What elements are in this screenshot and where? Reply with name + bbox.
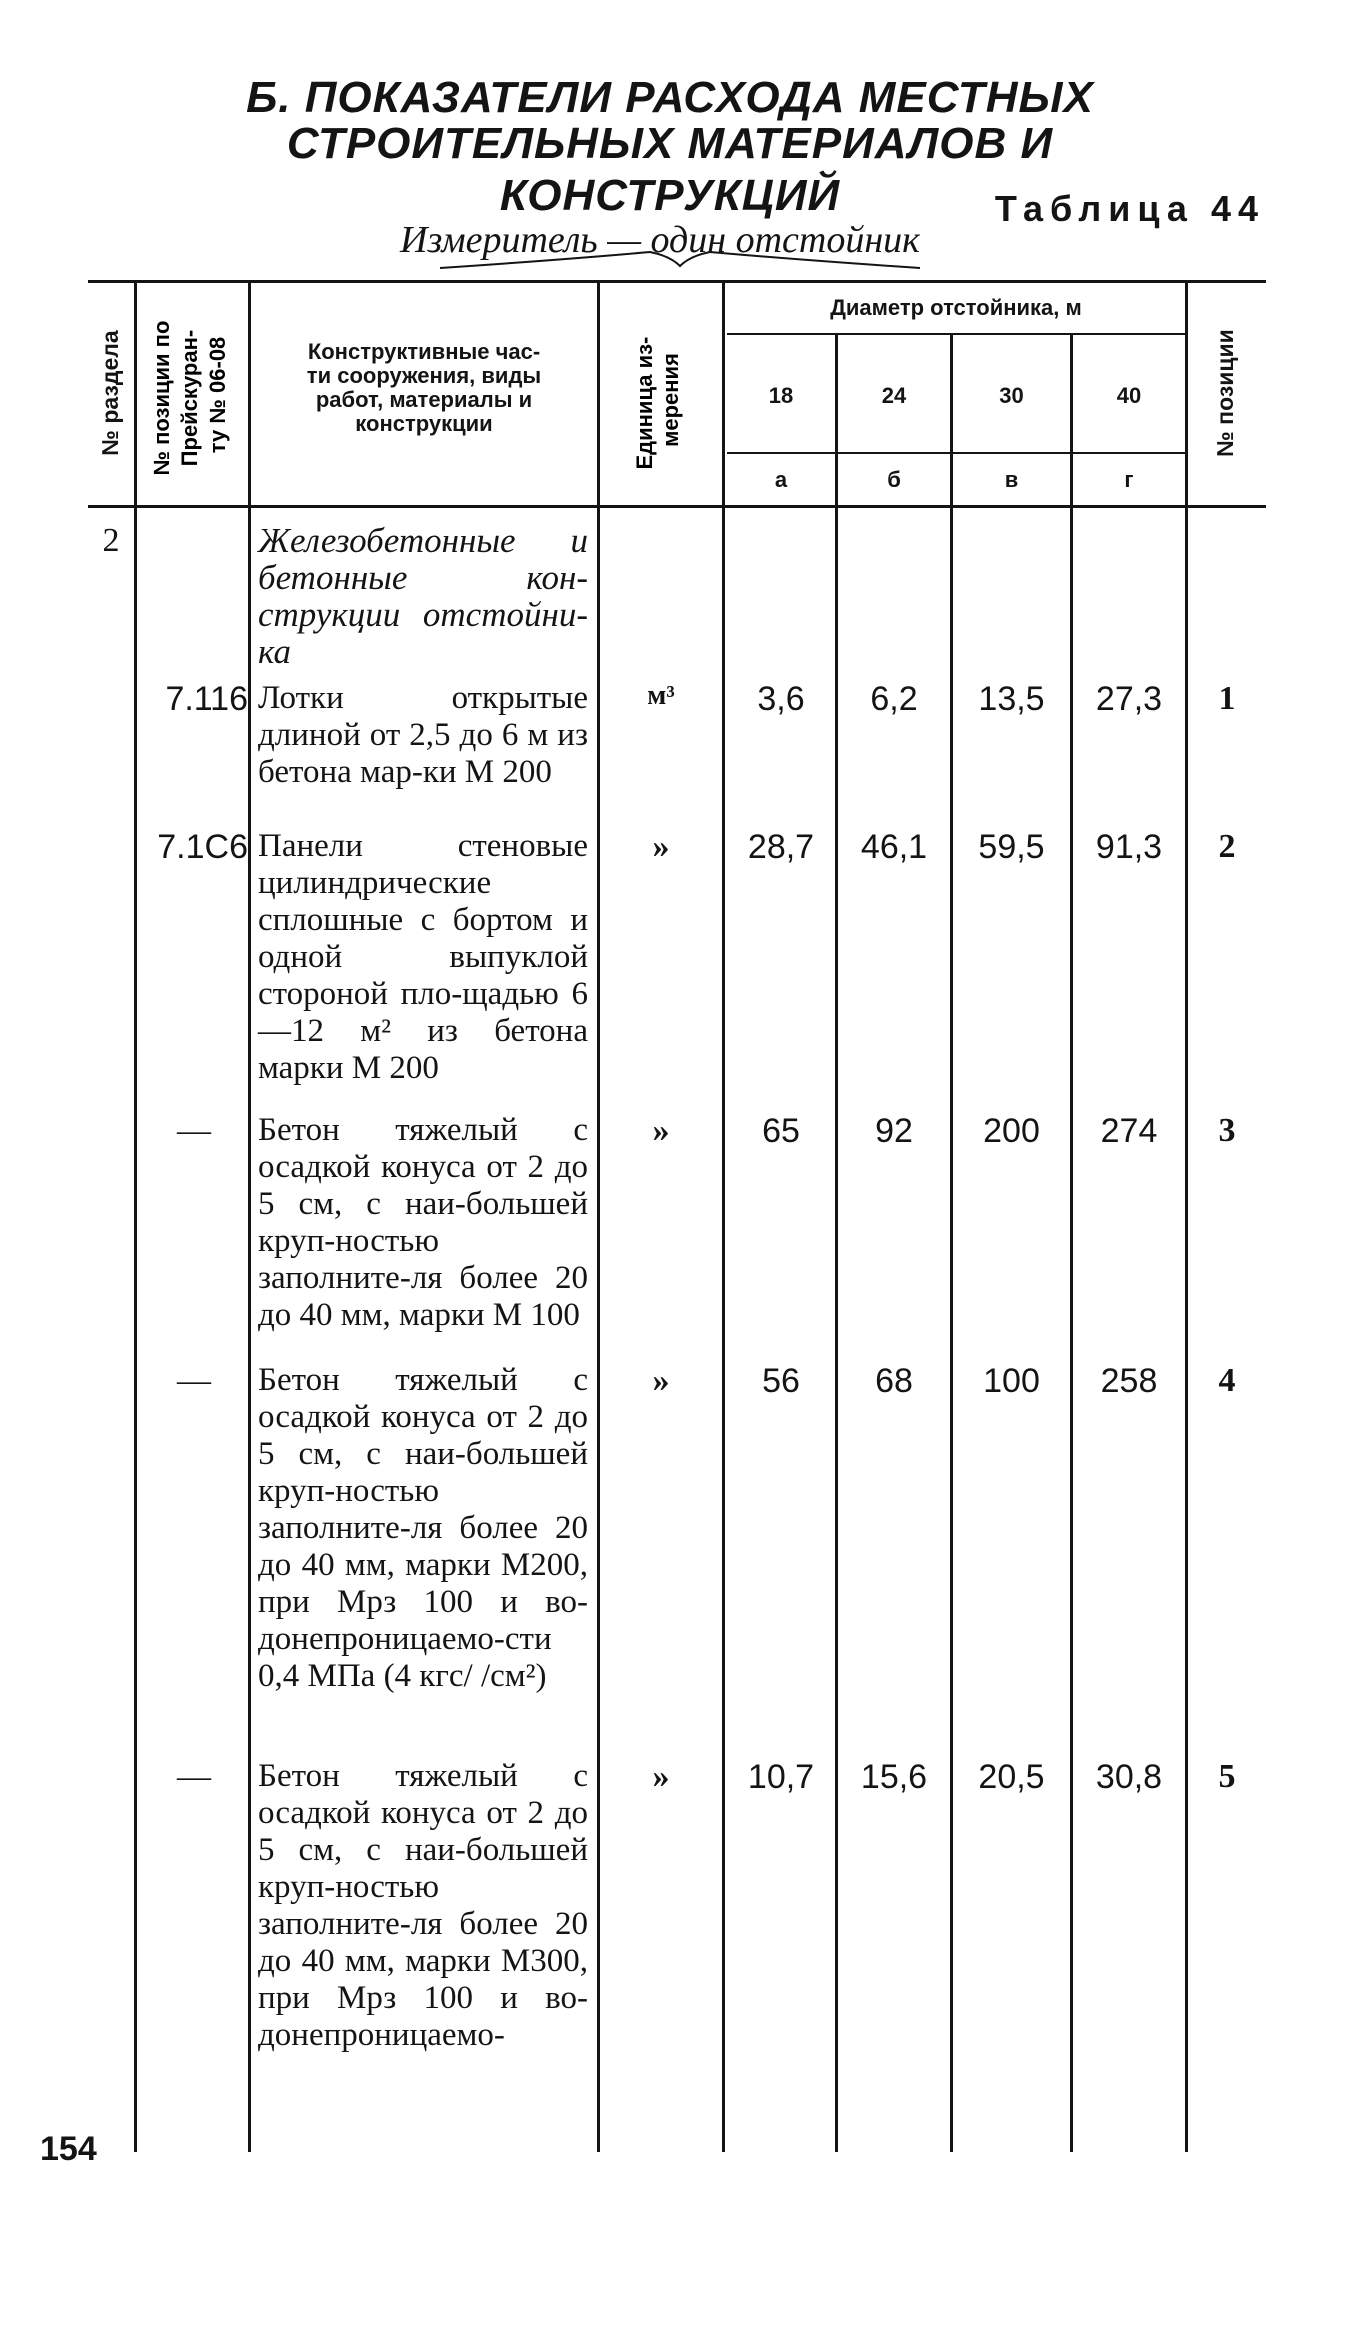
row2-val-b: 46,1: [860, 828, 928, 866]
col-rule-2: [248, 282, 251, 2152]
row1-price-pos: 7.116: [165, 680, 248, 718]
row1-val-g: 27,3: [1095, 680, 1163, 718]
heading-line-2: СТРОИТЕЛЬНЫХ МАТЕРИАЛОВ И КОНСТРУКЦИЙ: [286, 119, 1054, 220]
col-rule-6: [950, 335, 953, 2152]
header-section-no: № раздела: [97, 330, 123, 456]
header-unit-svg: [602, 290, 720, 500]
row2-val-a: 28,7: [747, 828, 815, 866]
diameter-group-rule: [727, 333, 1187, 335]
row2-val-v: 59,5: [978, 828, 1045, 866]
section-number: 2: [102, 522, 120, 559]
header-letter-g: г: [1124, 467, 1134, 492]
header-letter-v: в: [1004, 467, 1019, 492]
svg-text:Единица из- мерения: [632, 330, 683, 469]
row5-val-g: 30,8: [1095, 1758, 1163, 1796]
row5-pos: 5: [1218, 1758, 1236, 1795]
header-diameter-24: 24: [881, 383, 907, 408]
row5-price-pos: —: [177, 1758, 211, 1795]
row5-unit: »: [652, 1758, 670, 1795]
col-rule-3: [597, 282, 600, 2152]
header-description-l2: ти сооружения, виды: [306, 363, 542, 388]
header-diameter-group: Диаметр отстойника, м: [830, 295, 1082, 320]
row4-description: Бетон тяжелый с осадкой конуса от 2 до 5 см, с наи-большей круп-ностью заполните-ля более 20 до 40 мм, марки М200, при Мрз 100 и во-донепроницаемо-сти 0,4 МПа (4 кгс/ /см²): [258, 1362, 588, 1694]
header-price-line-1: № позиции по: [149, 320, 174, 476]
row5-val-b: 15,6: [860, 1758, 928, 1796]
table-top-rule: [88, 280, 1266, 283]
row5-description: Бетон тяжелый с осадкой конуса от 2 до 5 см, с наи-большей круп-ностью заполните-ля более 20 до 40 мм, марки М300, при Мрз 100 и во-донепроницаемо-: [258, 1758, 588, 2053]
header-unit: [602, 290, 720, 500]
row4-val-b: 68: [875, 1362, 913, 1400]
header-price-line-3: ту № 06-08: [205, 336, 230, 454]
row2-price-pos: 7.1С6: [157, 828, 248, 866]
row3-pos: 3: [1218, 1112, 1236, 1149]
header-price-position: [139, 290, 245, 500]
row3-unit: »: [652, 1112, 670, 1149]
row1-description: Лотки открытые длиной от 2,5 до 6 м из бетона мар-ки М 200: [258, 680, 588, 790]
row4-unit: »: [652, 1362, 670, 1399]
header-description-l1: Конструктивные час-: [307, 339, 541, 364]
row3-val-b: 92: [875, 1112, 913, 1150]
row1-pos: 1: [1218, 680, 1236, 717]
col-rule-8: [1185, 282, 1188, 2152]
letters-rule: [727, 452, 1187, 454]
header-unit-l1: Единица из-: [632, 336, 657, 470]
row3-val-g: 274: [1100, 1112, 1158, 1150]
header-diameter-18: 18: [768, 383, 794, 408]
row3-price-pos: —: [177, 1112, 211, 1149]
col-rule-7: [1070, 335, 1073, 2152]
header-unit-l2: мерения: [658, 353, 683, 447]
row1-val-v: 13,5: [978, 680, 1045, 718]
row4-pos: 4: [1218, 1362, 1236, 1399]
row2-pos: 2: [1218, 828, 1236, 865]
header-description: [256, 340, 592, 436]
row5-val-a: 10,7: [747, 1758, 815, 1796]
header-description-l4: конструкции: [355, 411, 493, 436]
header-position-no: № позиции: [1212, 329, 1238, 457]
row1-val-a: 3,6: [757, 680, 805, 718]
row4-val-v: 100: [983, 1362, 1040, 1400]
row4-price-pos: —: [177, 1362, 211, 1399]
row4-val-a: 56: [762, 1362, 800, 1400]
col-rule-4: [722, 282, 725, 2152]
header-diameter-30: 30: [999, 383, 1024, 408]
row4-val-g: 258: [1100, 1362, 1158, 1400]
table-header-rule: [88, 505, 1266, 508]
table-label: Таблица 44: [994, 188, 1265, 229]
row3-val-v: 200: [983, 1112, 1040, 1150]
header-price-line-2: Прейскуран-: [177, 329, 202, 467]
header-description-l3: работ, материалы и: [315, 387, 533, 412]
row2-unit: »: [652, 828, 670, 865]
header-price-position-svg: [139, 290, 245, 500]
row2-val-g: 91,3: [1095, 828, 1163, 866]
page-number: 154: [40, 2130, 97, 2168]
row1-unit: м³: [647, 680, 675, 711]
heading-line-1: Б. ПОКАЗАТЕЛИ РАСХОДА МЕСТНЫХ: [246, 73, 1094, 122]
col-rule-5: [835, 335, 838, 2152]
svg-text:№ позиции по Прейску: [149, 314, 230, 475]
col-rule-1: [134, 282, 137, 2152]
header-letter-b: б: [887, 467, 901, 492]
row5-val-v: 20,5: [978, 1758, 1045, 1796]
row1-val-b: 6,2: [870, 680, 918, 718]
header-diameter-40: 40: [1116, 383, 1142, 408]
row3-description: Бетон тяжелый с осадкой конуса от 2 до 5 см, с наи-большей круп-ностью заполните-ля более 20 до 40 мм, марки М 100: [258, 1112, 588, 1333]
section-title: Железобетонные и бетонные кон-струкции отстойни-ка: [258, 521, 588, 671]
measure-unit: Измеритель — один отстойник: [400, 219, 920, 261]
row2-description: Панели стеновые цилиндрические сплошные с бортом и одной выпуклой стороной пло-щадью 6—12 м² из бетона марки М 200: [258, 828, 588, 1086]
row3-val-a: 65: [762, 1112, 800, 1150]
header-letter-a: а: [774, 467, 788, 492]
